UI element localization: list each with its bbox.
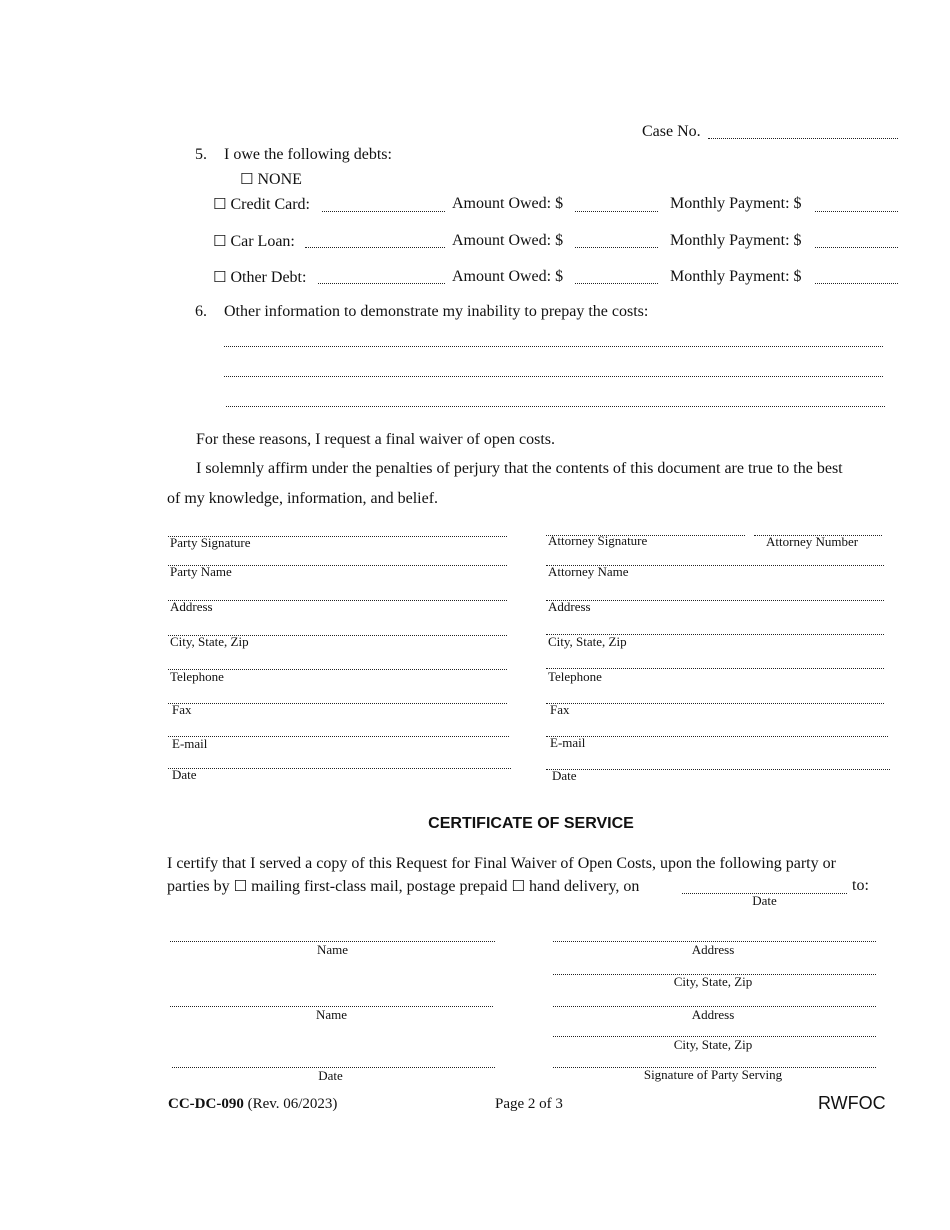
attorney-signature-label: Attorney Signature (548, 533, 648, 548)
other-debt-label: Other Debt: (230, 269, 307, 286)
party-fax-line[interactable] (168, 703, 507, 704)
affirmation-line-2: of my knowledge, information, and belief. (167, 490, 439, 507)
served-address-label-1: Address (691, 942, 735, 957)
form-id: CC-DC-090 (168, 1096, 244, 1112)
section6-title: Other information to demonstrate my inability to prepay the costs: (224, 303, 649, 320)
attorney-city-label: City, State, Zip (548, 634, 627, 649)
served-name-label-2: Name (315, 1007, 348, 1022)
party-email-line[interactable] (168, 736, 509, 737)
credit-card-checkbox[interactable]: ☐ (213, 195, 227, 213)
party-fax-label: Fax (172, 702, 192, 717)
credit-card-payment-label: Monthly Payment: $ (670, 195, 802, 212)
other-debt-amount-label: Amount Owed: $ (452, 268, 564, 285)
car-loan-label: Car Loan: (230, 233, 295, 250)
credit-card-payment-field[interactable] (815, 211, 898, 212)
other-info-line-1[interactable] (224, 346, 883, 347)
certificate-line-1: I certify that I served a copy of this Request for Final Waiver of Open Costs, upon the following party or (167, 855, 836, 872)
attorney-date-label: Date (552, 768, 577, 783)
mail-checkbox[interactable]: ☐ (233, 877, 248, 895)
party-name-label: Party Name (170, 564, 232, 579)
none-checkbox[interactable]: ☐ (240, 170, 254, 188)
debt-row-credit-card (213, 195, 310, 214)
section5-number: 5. (195, 146, 207, 163)
form-revision: (Rev. 06/2023) (247, 1096, 338, 1112)
attorney-address-label: Address (548, 599, 591, 614)
credit-card-amount-label: Amount Owed: $ (452, 195, 564, 212)
hand-delivery-checkbox[interactable]: ☐ (511, 877, 525, 895)
attorney-email-label: E-mail (550, 735, 586, 750)
other-debt-payment-field[interactable] (815, 283, 898, 284)
car-loan-checkbox[interactable]: ☐ (213, 232, 227, 250)
party-city-label: City, State, Zip (170, 634, 249, 649)
attorney-number-label: Attorney Number (766, 534, 859, 549)
form-code: RWFOC (818, 1093, 886, 1113)
mail-option-label: mailing first-class mail, postage prepaid (251, 878, 508, 895)
case-no-label: Case No. (642, 123, 701, 140)
certificate-title: CERTIFICATE OF SERVICE (428, 815, 634, 832)
service-date-label-2: Date (318, 1068, 343, 1083)
car-loan-payment-field[interactable] (815, 247, 898, 248)
served-address-label-2: Address (691, 1007, 735, 1022)
party-telephone-label: Telephone (170, 669, 224, 684)
debt-row-other-debt (213, 268, 306, 287)
party-address-line[interactable] (168, 600, 507, 601)
to-text: to: (852, 877, 869, 894)
other-debt-payment-label: Monthly Payment: $ (670, 268, 802, 285)
serving-signature-label: Signature of Party Serving (643, 1067, 783, 1082)
served-city-label-1: City, State, Zip (673, 974, 753, 989)
attorney-fax-label: Fax (550, 702, 570, 717)
car-loan-amount-label: Amount Owed: $ (452, 232, 564, 249)
credit-card-amount-field[interactable] (575, 211, 658, 212)
party-address-label: Address (170, 599, 213, 614)
attorney-address-line[interactable] (546, 600, 884, 601)
credit-card-field[interactable] (322, 211, 445, 212)
case-no-field[interactable] (708, 138, 898, 139)
credit-card-label: Credit Card: (230, 196, 310, 213)
service-date-label: Date (752, 893, 777, 908)
attorney-date-line[interactable] (546, 769, 890, 770)
hand-delivery-label: hand delivery, on (528, 878, 640, 895)
party-email-label: E-mail (172, 736, 208, 751)
other-info-line-3[interactable] (226, 406, 885, 407)
reasons-text: For these reasons, I request a final waiver of open costs. (196, 431, 555, 448)
footer-form-id (168, 1096, 337, 1113)
attorney-fax-line[interactable] (546, 703, 884, 704)
page-number: Page 2 of 3 (495, 1096, 563, 1112)
debt-row-car-loan (213, 232, 295, 251)
parties-by-text: parties by (167, 878, 230, 895)
certificate-line-2 (167, 877, 639, 896)
other-debt-checkbox[interactable]: ☐ (213, 268, 227, 286)
other-info-line-2[interactable] (224, 376, 883, 377)
affirmation-line-1: I solemnly affirm under the penalties of perjury that the contents of this document are true to the best (196, 460, 843, 477)
served-name-label-1: Name (316, 942, 349, 957)
car-loan-payment-label: Monthly Payment: $ (670, 232, 802, 249)
served-city-label-2: City, State, Zip (673, 1037, 753, 1052)
party-date-line[interactable] (168, 768, 511, 769)
other-debt-field[interactable] (318, 283, 445, 284)
none-label: NONE (257, 171, 302, 188)
attorney-telephone-label: Telephone (548, 669, 602, 684)
none-option[interactable] (240, 170, 302, 189)
party-signature-label: Party Signature (170, 535, 251, 550)
party-date-label: Date (172, 767, 197, 782)
car-loan-field[interactable] (305, 247, 445, 248)
section5-title: I owe the following debts: (224, 146, 392, 163)
section6-number: 6. (195, 303, 207, 320)
attorney-name-label: Attorney Name (548, 564, 629, 579)
attorney-email-line[interactable] (546, 736, 888, 737)
other-debt-amount-field[interactable] (575, 283, 658, 284)
car-loan-amount-field[interactable] (575, 247, 658, 248)
